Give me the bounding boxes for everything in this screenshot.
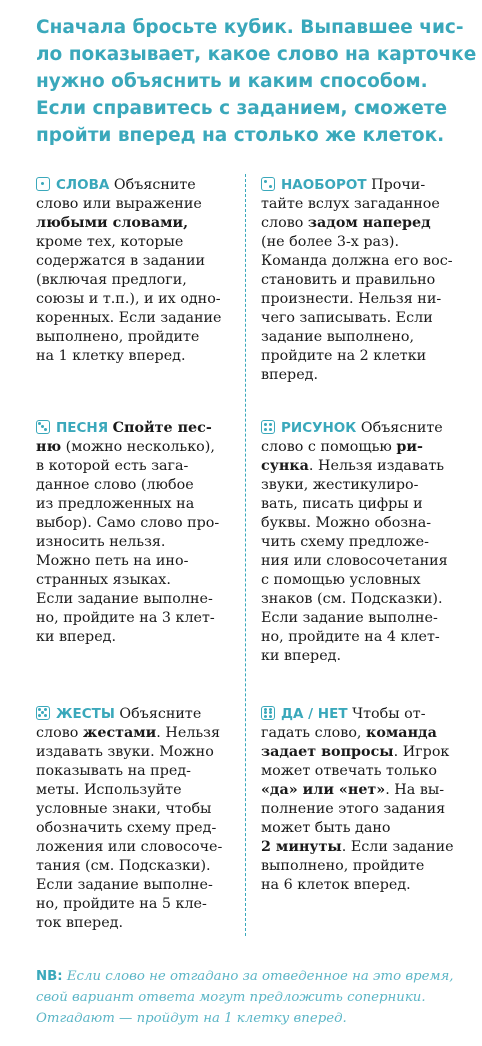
die-face-5-icon bbox=[36, 706, 50, 720]
task-text: слово с помощью bbox=[261, 439, 397, 455]
task-text: Можно петь на ино- bbox=[36, 553, 189, 569]
task-text: . На вы- bbox=[385, 782, 445, 798]
die-face-2-icon bbox=[261, 177, 275, 191]
task-text: тания (см. Подсказки). bbox=[36, 858, 211, 874]
task-text: звуки, жестикулиро- bbox=[261, 477, 419, 493]
task-text: слово bbox=[261, 215, 308, 231]
task-text: данное слово (любое bbox=[36, 477, 194, 493]
task-text: Объясните bbox=[360, 420, 443, 436]
task-text: ток вперед. bbox=[36, 915, 123, 931]
task-text: ки вперед. bbox=[261, 648, 342, 664]
task-text: на 6 клеток вперед. bbox=[261, 877, 411, 893]
die-face-3-icon bbox=[36, 420, 50, 434]
task-text: но, пройдите на 4 клет- bbox=[261, 629, 440, 645]
task-emphasis: ри- bbox=[396, 439, 423, 455]
task-yes-no bbox=[261, 705, 466, 895]
die-face-4-icon bbox=[261, 420, 275, 434]
task-text: условные знаки, чтобы bbox=[36, 801, 212, 817]
task-text: . Нельзя bbox=[156, 725, 220, 741]
task-text: становить и правильно bbox=[261, 272, 436, 288]
task-text: ложения или словосоче- bbox=[36, 839, 223, 855]
task-text: коренных. Если задание bbox=[36, 310, 222, 326]
task-text: Если задание выполне- bbox=[36, 591, 213, 607]
task-text: Если задание выполне- bbox=[36, 877, 213, 893]
task-text: показывать на пред- bbox=[36, 763, 191, 779]
task-text: странных языках. bbox=[36, 572, 171, 588]
task-emphasis: любыми словами, bbox=[36, 215, 189, 231]
task-text: вперед. bbox=[261, 367, 318, 383]
task-reverse bbox=[261, 176, 466, 385]
task-text: . Если задание bbox=[341, 839, 454, 855]
task-text: Объясните bbox=[119, 706, 202, 722]
task-text: (включая предлоги, bbox=[36, 272, 187, 288]
task-emphasis: команда bbox=[366, 725, 437, 741]
task-title: ДА / НЕТ bbox=[281, 706, 348, 722]
task-text: Чтобы от- bbox=[352, 706, 426, 722]
task-text: задание выполнено, bbox=[261, 329, 415, 345]
task-text: обозначить схему пред- bbox=[36, 820, 217, 836]
task-text: но, пройдите на 5 кле- bbox=[36, 896, 207, 912]
task-text: произнести. Нельзя ни- bbox=[261, 291, 442, 307]
task-text: из предложенных на bbox=[36, 496, 195, 512]
task-text: союзы и т.п.), и их одно- bbox=[36, 291, 221, 307]
task-text: слово bbox=[36, 725, 83, 741]
task-text: знаков (см. Подсказки). bbox=[261, 591, 443, 607]
task-text: слово или выражение bbox=[36, 196, 202, 212]
task-text: (не более 3-х раз). bbox=[261, 234, 400, 250]
task-text: выполнено, пройдите bbox=[36, 329, 200, 345]
task-title: СЛОВА bbox=[56, 177, 110, 193]
task-text: (можно несколько), bbox=[61, 439, 215, 455]
die-face-1-icon bbox=[36, 177, 50, 191]
task-text: вать, писать цифры и bbox=[261, 496, 423, 512]
intro-line: пройти вперед на столько же клеток. bbox=[36, 125, 445, 146]
task-drawing bbox=[261, 419, 466, 666]
die-face-6-icon bbox=[261, 706, 275, 720]
task-text: износить нельзя. bbox=[36, 534, 166, 550]
task-emphasis: «нет» bbox=[338, 782, 386, 798]
task-emphasis: или bbox=[297, 782, 339, 798]
task-text: кроме тех, которые bbox=[36, 234, 184, 250]
nb-label: NB: bbox=[36, 969, 63, 984]
task-text: тайте вслух загаданное bbox=[261, 196, 440, 212]
task-emphasis: ню bbox=[36, 439, 62, 455]
task-emphasis: задает вопросы bbox=[261, 744, 394, 760]
task-text: может быть дано bbox=[261, 820, 391, 836]
task-text: выполнено, пройдите bbox=[261, 858, 425, 874]
task-text: гадать слово, bbox=[261, 725, 367, 741]
nb-text: Отгадают — пройдут на 1 клетку вперед. bbox=[36, 1011, 347, 1026]
task-emphasis: 2 минуты bbox=[261, 839, 342, 855]
task-title: ПЕСНЯ bbox=[56, 420, 109, 436]
task-text: Команда должна его вос- bbox=[261, 253, 453, 269]
task-title: РИСУНОК bbox=[281, 420, 357, 436]
task-text: чего записывать. Если bbox=[261, 310, 433, 326]
task-emphasis: сунка bbox=[261, 458, 309, 474]
nb-note bbox=[36, 966, 466, 1029]
task-text: но, пройдите на 3 клет- bbox=[36, 610, 215, 626]
task-emphasis: жестами bbox=[82, 725, 157, 741]
task-text: Объясните bbox=[113, 177, 196, 193]
nb-text: Если слово не отгадано за отведенное на это время, bbox=[62, 969, 454, 984]
task-text: издавать звуки. Можно bbox=[36, 744, 214, 760]
task-text: на 1 клетку вперед. bbox=[36, 348, 186, 364]
column-divider bbox=[245, 174, 246, 936]
task-song bbox=[36, 419, 241, 647]
task-emphasis: «да» bbox=[261, 782, 298, 798]
task-text: выбор). Само слово про- bbox=[36, 515, 220, 531]
task-text: с помощью условных bbox=[261, 572, 421, 588]
task-title: ЖЕСТЫ bbox=[56, 706, 115, 722]
intro-line: Если справитесь с заданием, сможете bbox=[36, 98, 448, 119]
task-text: Если задание выполне- bbox=[261, 610, 438, 626]
task-emphasis: задом наперед bbox=[307, 215, 431, 231]
intro-line: Сначала бросьте кубик. Выпавшее чис- bbox=[36, 17, 464, 38]
task-text: чить схему предложе- bbox=[261, 534, 429, 550]
nb-text: свой вариант ответа могут предложить соперники. bbox=[36, 990, 426, 1005]
task-text: . Игрок bbox=[393, 744, 450, 760]
task-text: меты. Используйте bbox=[36, 782, 182, 798]
task-text: ния или словосочетания bbox=[261, 553, 448, 569]
task-text: полнение этого задания bbox=[261, 801, 446, 817]
task-text: . Нельзя издавать bbox=[308, 458, 445, 474]
intro-line: ло показывает, какое слово на карточке bbox=[36, 44, 477, 65]
task-gestures bbox=[36, 705, 241, 933]
task-text: может отвечать только bbox=[261, 763, 437, 779]
task-words bbox=[36, 176, 241, 366]
task-emphasis: Спойте пес- bbox=[112, 420, 212, 436]
task-text: ки вперед. bbox=[36, 629, 117, 645]
intro-text bbox=[36, 14, 477, 149]
task-text: Прочи- bbox=[371, 177, 426, 193]
task-title: НАОБОРОТ bbox=[281, 177, 367, 193]
task-text: пройдите на 2 клетки bbox=[261, 348, 427, 364]
task-text: содержатся в задании bbox=[36, 253, 206, 269]
task-text: буквы. Можно обозна- bbox=[261, 515, 432, 531]
task-text: в которой есть зага- bbox=[36, 458, 189, 474]
intro-line: нужно объяснить и каким способом. bbox=[36, 71, 428, 92]
